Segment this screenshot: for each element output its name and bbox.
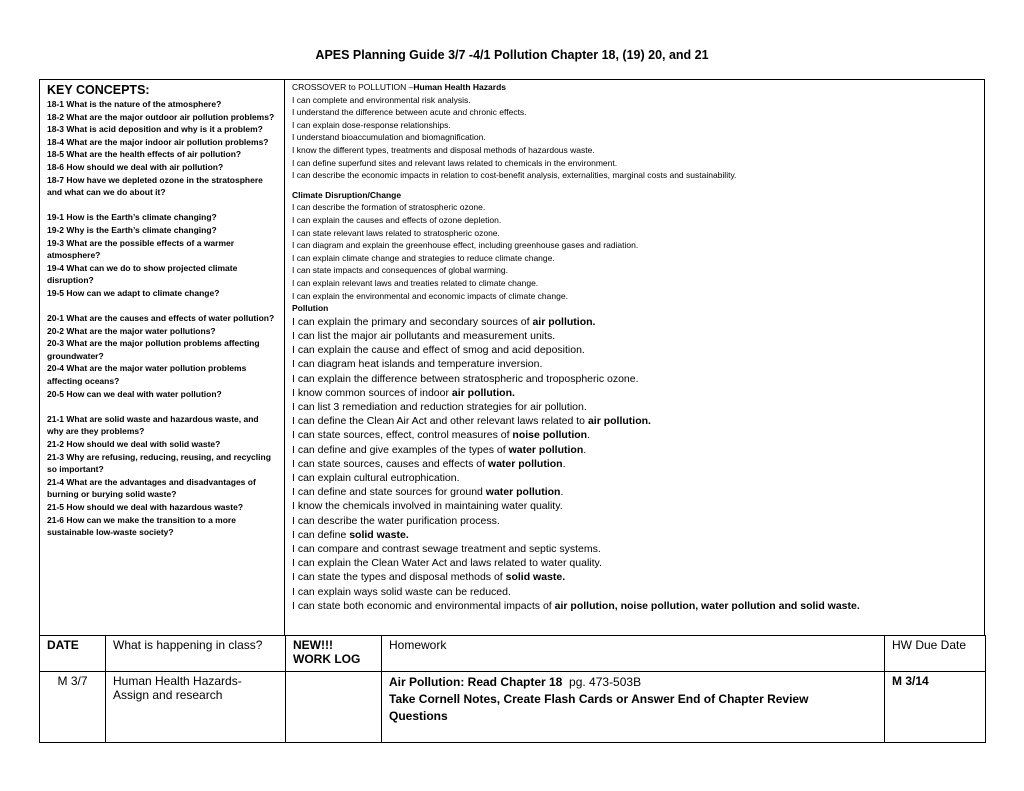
pollution-objective [292, 499, 977, 513]
human-health-heading-bold: Human Health Hazards [413, 82, 506, 92]
key-concepts-heading: KEY CONCEPTS: [47, 83, 150, 97]
objective-text: I can explain cultural eutrophication. [292, 471, 460, 484]
pollution-heading: Pollution [292, 303, 329, 314]
climate-objective: I can describe the formation of stratospheric ozone. [292, 202, 486, 213]
objective-text: I can state sources, effect, control measures of [292, 429, 513, 442]
pollution-objective [292, 514, 977, 528]
objective-punctuation: . [562, 457, 566, 470]
schedule-table [39, 635, 986, 743]
objective-keyword: air pollution. [451, 386, 515, 399]
human-health-heading-prefix: CROSSOVER to POLLUTION – [292, 82, 414, 92]
pollution-objective [292, 457, 977, 471]
pollution-objective [292, 400, 977, 414]
human-health-objective: I can describe the economic impacts in relation to cost-benefit analysis, externalities, marginal costs and sustainability. [292, 170, 737, 181]
climate-objective: I can state relevant laws related to stratospheric ozone. [292, 227, 500, 238]
pollution-objective [292, 343, 977, 357]
objective-punctuation: . [587, 429, 591, 442]
objective-text: I can describe the water purification process. [292, 514, 500, 527]
homework-reading: Air Pollution: Read Chapter 18 [389, 675, 563, 689]
pollution-objective [292, 329, 977, 343]
climate-objective: I can explain climate change and strategies to reduce climate change. [292, 252, 555, 263]
pollution-objective [292, 485, 977, 499]
pollution-objective [292, 386, 977, 400]
objective-text: I can define and give examples of the types of [292, 443, 509, 456]
human-health-objective: I understand bioaccumulation and biomagnification. [292, 132, 486, 143]
key-concept-item: 20-4 What are the major water pollution problems affecting oceans? [47, 363, 247, 387]
objective-punctuation: . [583, 443, 587, 456]
header-due-date: HW Due Date [885, 636, 986, 672]
pollution-objective [292, 542, 977, 556]
objective-text: I know common sources of indoor [292, 386, 452, 399]
objective-text: I know the chemicals involved in maintaining water quality. [292, 500, 563, 513]
objective-keyword: air pollution, noise pollution, water pollution and solid waste. [554, 599, 860, 612]
homework-line1 [389, 674, 877, 691]
page-title: APES Planning Guide 3/7 -4/1 Pollution Chapter 18, (19) 20, and 21 [315, 48, 709, 62]
key-concept-item: 21-6 How can we make the transition to a more sustainable low-waste society? [47, 514, 236, 538]
climate-objective: I can explain the causes and effects of ozone depletion. [292, 214, 502, 225]
objective-keyword: water pollution [508, 443, 584, 456]
pollution-objective [292, 556, 977, 570]
header-worklog-line2: WORK LOG [293, 652, 361, 666]
key-concept-item: 18-7 How have we depleted ozone in the stratosphere and what can we do about it? [47, 174, 263, 198]
pollution-objective [292, 528, 977, 542]
objective-text: I can list the major air pollutants and measurement units. [292, 329, 556, 342]
pollution-objective [292, 585, 977, 599]
climate-objective: I can diagram and explain the greenhouse effect, including greenhouse gases and radiation. [292, 240, 639, 251]
objective-text: I can explain the difference between stratospheric and tropospheric ozone. [292, 372, 639, 385]
climate-objective: I can explain the environmental and economic impacts of climate change. [292, 290, 568, 301]
key-concept-item: 19-3 What are the possible effects of a warmer atmosphere? [47, 237, 235, 261]
key-concept-item: 21-3 Why are refusing, reducing, reusing, and recycling so important? [47, 451, 271, 475]
key-concepts-list [47, 98, 277, 539]
climate-objective: I can explain relevant laws and treaties related to climate change. [292, 277, 539, 288]
learning-objectives-panel [284, 79, 985, 636]
key-concept-item: 18-3 What is acid deposition and why is it a problem? [47, 124, 263, 135]
row-homework [382, 672, 885, 743]
key-concept-item: 18-5 What are the health effects of air pollution? [47, 149, 242, 160]
objective-text: I can compare and contrast sewage treatment and septic systems. [292, 542, 601, 555]
objective-text: I can define [292, 528, 350, 541]
homework-line3: Questions [389, 709, 448, 723]
human-health-objective: I know the different types, treatments and disposal methods of hazardous waste. [292, 144, 595, 155]
objective-text: I can state the types and disposal methods of [292, 571, 506, 584]
objective-keyword: solid waste. [505, 571, 566, 584]
objective-keyword: water pollution [487, 457, 563, 470]
key-concept-item: 18-6 How should we deal with air pollution? [47, 161, 224, 172]
climate-heading: Climate Disruption/Change [292, 189, 402, 200]
pollution-objective [292, 315, 977, 329]
row-class-line2: Assign and research [113, 688, 223, 702]
homework-pages: pg. 473-503B [562, 675, 642, 689]
group-spacer [47, 199, 277, 212]
objective-text: I can state both economic and environmental impacts of [292, 599, 555, 612]
objective-keyword: solid waste. [349, 528, 409, 541]
objective-keyword: water pollution [485, 486, 561, 499]
key-concept-item: 21-2 How should we deal with solid waste? [47, 439, 221, 450]
pollution-objective [292, 372, 977, 386]
human-health-objective: I can explain dose-response relationships. [292, 119, 451, 130]
key-concept-item: 20-5 How can we deal with water pollution? [47, 388, 222, 399]
pollution-objective [292, 428, 977, 442]
header-homework: Homework [382, 636, 885, 672]
key-concept-item: 20-2 What are the major water pollutions? [47, 325, 216, 336]
row-worklog [286, 672, 382, 743]
row-class [106, 672, 286, 743]
objective-text: I can explain the Clean Water Act and laws related to water quality. [292, 557, 602, 570]
human-health-heading [292, 81, 977, 94]
human-health-objective: I understand the difference between acute and chronic effects. [292, 107, 527, 118]
group-spacer [47, 300, 277, 313]
header-date: DATE [40, 636, 106, 672]
row-due-date: M 3/14 [885, 672, 986, 743]
climate-objective: I can state impacts and consequences of global warming. [292, 265, 508, 276]
objective-text: I can explain ways solid waste can be reduced. [292, 585, 511, 598]
pollution-objective [292, 471, 977, 485]
pollution-objectives [292, 315, 977, 613]
objective-punctuation: . [560, 486, 564, 499]
key-concept-item: 20-1 What are the causes and effects of water pollution? [47, 313, 275, 324]
objective-text: I can state sources, causes and effects of [292, 457, 488, 470]
pollution-objective [292, 599, 977, 613]
schedule-header-row [40, 636, 986, 672]
row-date: M 3/7 [40, 672, 106, 743]
key-concept-item: 21-1 What are solid waste and hazardous waste, and why are they problems? [47, 413, 259, 437]
pollution-objective [292, 357, 977, 371]
key-concept-item: 21-4 What are the advantages and disadvantages of burning or burying solid waste? [47, 476, 256, 500]
key-concept-item: 19-5 How can we adapt to climate change? [47, 287, 220, 298]
human-health-objectives [292, 94, 977, 182]
key-concept-item: 19-2 Why is the Earth’s climate changing? [47, 224, 217, 235]
pollution-objective [292, 443, 977, 457]
key-concept-item: 19-1 How is the Earth’s climate changing? [47, 212, 217, 223]
human-health-objective: I can define superfund sites and relevant laws related to chemicals in the environment. [292, 157, 618, 168]
section-spacer [292, 182, 977, 189]
objective-text: I can define and state sources for ground [292, 486, 486, 499]
climate-objectives [292, 201, 977, 302]
human-health-objective: I can complete and environmental risk analysis. [292, 94, 471, 105]
objective-text: I can explain the cause and effect of smog and acid deposition. [292, 344, 585, 357]
key-concept-item: 21-5 How should we deal with hazardous waste? [47, 502, 244, 512]
objective-keyword: air pollution. [587, 415, 651, 428]
objective-text: I can explain the primary and secondary sources of [292, 315, 533, 328]
pollution-objective [292, 414, 977, 428]
objective-text: I can define the Clean Air Act and other relevant laws related to [292, 415, 588, 428]
group-spacer [47, 400, 277, 413]
key-concept-item: 20-3 What are the major pollution problems affecting groundwater? [47, 338, 260, 361]
header-worklog [286, 636, 382, 672]
table-row [40, 672, 986, 743]
row-class-line1: Human Health Hazards- [113, 674, 242, 688]
key-concept-item: 18-2 What are the major outdoor air pollution problems? [47, 111, 275, 122]
key-concepts-panel [39, 79, 285, 636]
homework-line2: Take Cornell Notes, Create Flash Cards or Answer End of Chapter Review [389, 692, 809, 706]
header-class: What is happening in class? [106, 636, 286, 672]
key-concept-item: 19-4 What can we do to show projected climate disruption? [47, 262, 238, 286]
pollution-objective [292, 570, 977, 584]
objective-keyword: noise pollution [512, 429, 588, 442]
objective-keyword: air pollution. [532, 315, 596, 328]
key-concept-item: 18-1 What is the nature of the atmosphere? [47, 99, 222, 109]
objective-text: I can list 3 remediation and reduction strategies for air pollution. [292, 400, 587, 413]
objective-text: I can diagram heat islands and temperature inversion. [292, 358, 543, 371]
key-concept-item: 18-4 What are the major indoor air pollution problems? [47, 136, 269, 147]
header-worklog-line1: NEW!!! [293, 638, 333, 652]
